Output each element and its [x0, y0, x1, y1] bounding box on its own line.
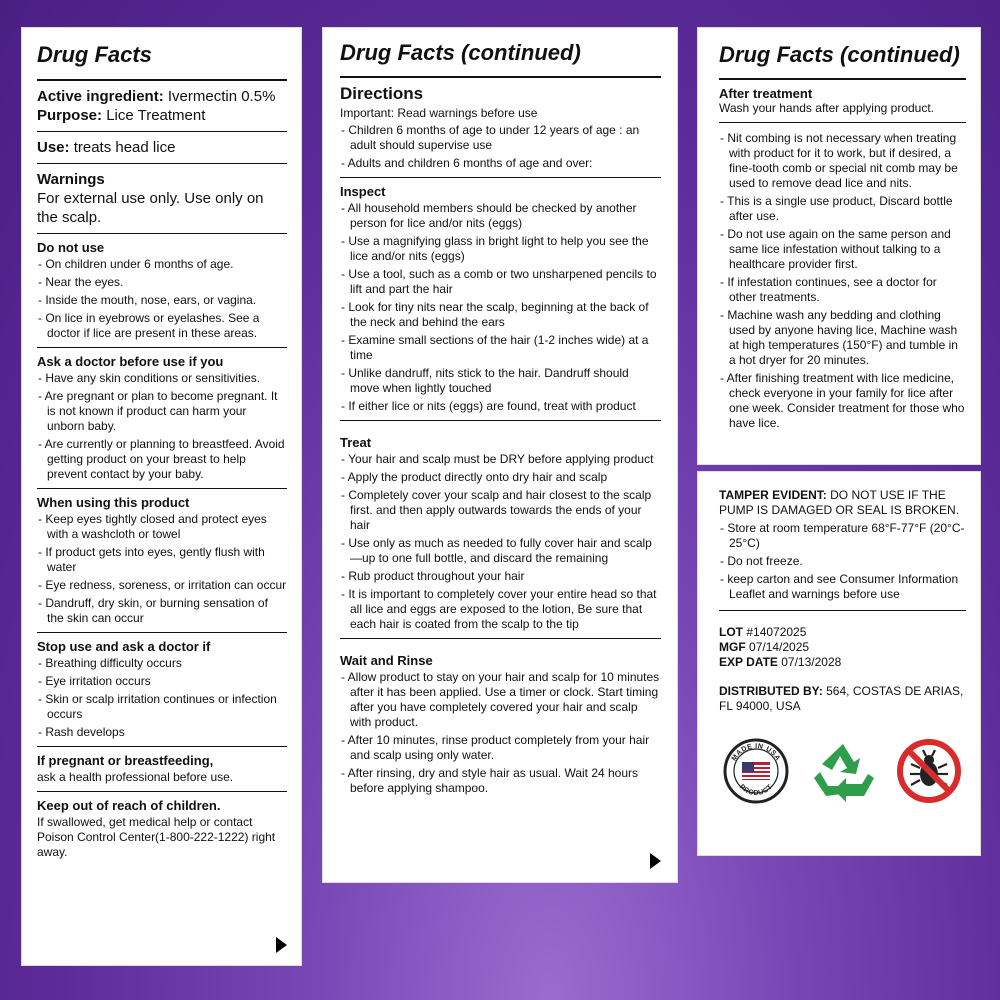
mgf-label: MGF [719, 640, 746, 654]
list-item: - All household members should be checked by another person for lice and/or nits (eggs) [340, 201, 661, 231]
list-item: - After 10 minutes, rinse product completely from your hair and scalp using only water. [340, 733, 661, 763]
panel-title: Drug Facts (continued) [719, 42, 960, 67]
list-item: - Use only as much as needed to fully cover hair and scalp—up to one full bottle, and discard the remaining [340, 536, 661, 566]
list-item: - Near the eyes. [37, 275, 287, 290]
lot-value: #14072025 [746, 625, 807, 639]
tamper-notice [719, 488, 966, 518]
divider [37, 632, 287, 633]
pregnant-text: ask a health professional before use. [37, 770, 234, 784]
wait-rinse-list [340, 670, 661, 796]
list-item: - If infestation continues, see a doctor for other treatments. [719, 275, 966, 305]
pregnant-heading: If pregnant or breastfeeding, [37, 753, 214, 768]
exp-value: 07/13/2028 [781, 655, 842, 669]
made-in-usa-badge-icon [723, 738, 789, 804]
list-item: - Do not freeze. [719, 554, 966, 569]
treat-heading: Treat [340, 435, 372, 450]
mgf-date [719, 640, 966, 655]
do-not-use-list [37, 257, 287, 341]
list-item: - Nit combing is not necessary when treating with product for it to work, but if desired, a fine-tooth comb or special nit comb may be used to remove dead lice and nits. [719, 131, 966, 191]
directions-heading: Directions [340, 84, 424, 103]
list-item: - Allow product to stay on your hair and scalp for 10 minutes after it has been applied. Use a timer or clock. Start timing after you have completely covered your hair and scalp with product. [340, 670, 661, 730]
divider [37, 746, 287, 747]
tamper-text: DO NOT USE IF THE PUMP IS DAMAGED OR SEAL IS BROKEN. [719, 488, 960, 517]
list-item: - Children 6 months of age to under 12 years of age : an adult should supervise use [340, 123, 661, 153]
list-item: - Machine wash any bedding and clothing used by anyone having lice, Machine wash at high temperatures (150°F) and tumble in a hot dryer for 20 minutes. [719, 308, 966, 368]
distributor-label: DISTRIBUTED BY: [719, 684, 823, 698]
distributor [719, 684, 966, 714]
list-item: - Breathing difficulty occurs [37, 656, 287, 671]
lot-label: LOT [719, 625, 743, 639]
list-item: - Your hair and scalp must be DRY before applying product [340, 452, 661, 467]
directions-intro: Important: Read warnings before use [340, 106, 538, 120]
list-item: - Apply the product directly onto dry hair and scalp [340, 470, 661, 485]
drug-facts-panel-1 [21, 27, 302, 966]
list-item: - Use a magnifying glass in bright light to help you see the lice and/or nits (eggs) [340, 234, 661, 264]
list-item: - Eye redness, soreness, or irritation can occur [37, 578, 287, 593]
list-item: - Are currently or planning to breastfeed. Avoid getting product on your breast to help prevent contact by your baby. [37, 437, 287, 482]
when-using-list [37, 512, 287, 626]
list-item: - Have any skin conditions or sensitivities. [37, 371, 287, 386]
mgf-value: 07/14/2025 [749, 640, 810, 654]
list-item: - Adults and children 6 months of age and over: [340, 156, 661, 171]
list-item: - Are pregnant or plan to become pregnant. It is not known if product can harm your unborn baby. [37, 389, 287, 434]
list-item: - Inside the mouth, nose, ears, or vagina. [37, 293, 287, 308]
active-ingredient-label: Active ingredient: [37, 88, 164, 105]
list-item: - Completely cover your scalp and hair closest to the scalp first. and then apply outwards towards the ends of your hair [340, 488, 661, 533]
list-item: - After finishing treatment with lice medicine, check everyone in your family for lice after one week. Consider treatment for those who have lice. [719, 371, 966, 431]
list-item: - Unlike dandruff, nits stick to the hair. Dandruff should move when lightly touched [340, 366, 661, 396]
stop-use-heading: Stop use and ask a doctor if [37, 639, 211, 654]
next-arrow-icon [276, 937, 287, 953]
list-item: - Keep eyes tightly closed and protect eyes with a washcloth or towel [37, 512, 287, 542]
list-item: - Examine small sections of the hair (1-2 inches wide) at a time [340, 333, 661, 363]
active-ingredient [37, 87, 287, 106]
when-using-heading: When using this product [37, 495, 190, 510]
list-item: - Eye irritation occurs [37, 674, 287, 689]
divider [340, 638, 661, 639]
list-item: - Rub product throughout your hair [340, 569, 661, 584]
list-item: - Dandruff, dry skin, or burning sensation of the skin can occur [37, 596, 287, 626]
no-lice-icon [896, 738, 962, 804]
panel-title: Drug Facts [37, 42, 152, 67]
divider [719, 122, 966, 123]
ask-doctor-heading: Ask a doctor before use if you [37, 354, 224, 369]
list-item: - Do not use again on the same person and same lice infestation without talking to a healthcare provider first. [719, 227, 966, 272]
list-item: - If product gets into eyes, gently flush with water [37, 545, 287, 575]
divider [719, 78, 966, 80]
treat-list [340, 452, 661, 632]
divider [340, 76, 661, 78]
after-treatment-list [719, 131, 966, 431]
use-label: Use: [37, 139, 70, 156]
after-treatment-text: Wash your hands after applying product. [719, 101, 935, 115]
divider [340, 420, 661, 421]
keep-out-heading: Keep out of reach of children. [37, 798, 221, 813]
panel-title: Drug Facts (continued) [340, 40, 581, 65]
list-item: - It is important to completely cover your entire head so that all lice and eggs are exposed to the lotion, Be sure that each hair is coated from the scalp to the tip [340, 587, 661, 632]
divider [37, 79, 287, 81]
warnings-text: For external use only. Use only on the scalp. [37, 190, 264, 226]
inspect-list [340, 201, 661, 414]
divider [37, 233, 287, 234]
drug-facts-panel-2 [322, 27, 678, 883]
exp-label: EXP DATE [719, 655, 778, 669]
list-item: - If either lice or nits (eggs) are found, treat with product [340, 399, 661, 414]
divider [37, 791, 287, 792]
list-item: - After rinsing, dry and style hair as usual. Wait 24 hours before applying shampoo. [340, 766, 661, 796]
ask-doctor-list [37, 371, 287, 482]
divider [37, 163, 287, 164]
tamper-label: TAMPER EVIDENT: [719, 488, 827, 502]
warnings-heading: Warnings [37, 171, 105, 188]
badge-bottom-text: PRODUCT [737, 783, 775, 798]
list-item: - Look for tiny nits near the scalp, beginning at the back of the neck and behind the ears [340, 300, 661, 330]
list-item: - Skin or scalp irritation continues or infection occurs [37, 692, 287, 722]
divider [37, 488, 287, 489]
inspect-heading: Inspect [340, 184, 386, 199]
lot-number [719, 625, 966, 640]
use-value: treats head lice [73, 139, 176, 156]
list-item: - keep carton and see Consumer Information Leaflet and warnings before use [719, 572, 966, 602]
list-item: - Use a tool, such as a comb or two unsharpened pencils to lift and part the hair [340, 267, 661, 297]
list-item: - On children under 6 months of age. [37, 257, 287, 272]
divider [37, 347, 287, 348]
purpose [37, 106, 287, 125]
storage-list [719, 521, 966, 602]
purpose-value: Lice Treatment [106, 107, 206, 124]
next-arrow-icon [650, 853, 661, 869]
drug-facts-panel-4 [697, 471, 981, 856]
drug-facts-panel-3 [697, 27, 981, 465]
do-not-use-heading: Do not use [37, 240, 105, 255]
distributor-value: 564, COSTAS DE ARIAS, FL 94000, USA [719, 684, 964, 713]
list-item: - Rash develops [37, 725, 287, 740]
divider [340, 177, 661, 178]
list-item: - On lice in eyebrows or eyelashes. See a doctor if lice are present in these areas. [37, 311, 287, 341]
stop-use-list [37, 656, 287, 740]
list-item: - Store at room temperature 68°F-77°F (20°C-25°C) [719, 521, 966, 551]
purpose-label: Purpose: [37, 107, 103, 124]
badge-top-text: MADE IN USA [730, 742, 782, 763]
active-ingredient-value: Ivermectin 0.5% [167, 88, 276, 105]
divider [37, 131, 287, 132]
keep-out-text: If swallowed, get medical help or contact Poison Control Center(1-800-222-1222) right away. [37, 815, 276, 859]
list-item: - This is a single use product, Discard bottle after use. [719, 194, 966, 224]
use [37, 138, 287, 157]
directions-list [340, 123, 661, 171]
certification-logos [719, 738, 966, 804]
divider [719, 610, 966, 611]
wait-rinse-heading: Wait and Rinse [340, 653, 433, 668]
recycle-icon [810, 738, 876, 804]
after-treatment-heading: After treatment [719, 86, 813, 101]
exp-date [719, 655, 966, 670]
